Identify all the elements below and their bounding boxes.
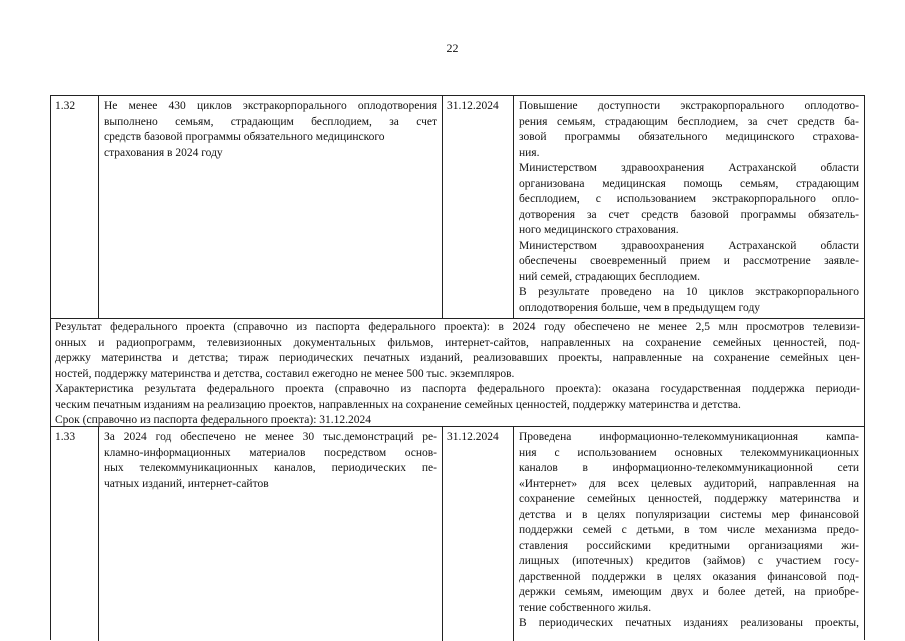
result-cell [514,96,864,318]
deadline-cell [443,96,514,318]
table-row-1-33 [51,427,864,641]
result-line: держки семьям, имеющим двух и более детей, на приобре- [519,586,859,598]
federal-project-summary [51,319,864,427]
task-description-cell [99,427,443,641]
result-line: обеспечены своевременный прием и рассмотрение заявле- [519,255,859,267]
summary-line: держку материнства и детства; тираж периодических печатных изданий, реализовавших проекты, направленные на сохранение семейных цен- [55,352,860,364]
summary-line: ческим печатным изданиям на реализацию проектов, направленных на сохранение семейных ценностей, поддержку материнства и детства. [55,398,741,411]
result-line: бесплодием, с использованием экстракорпорального опло- [519,193,859,205]
summary-line: онных и радиопрограмм, телевизионных документальных фильмов, интернет-сайтов, направленных на сохранение семейных ценностей, под- [55,336,860,349]
task-description-line: средств базовой программы обязательного медицинского [104,131,385,143]
result-line: Проведена информационно-телекоммуникационная кампа- [519,431,859,443]
task-description-line: страхования в 2024 году [104,146,223,159]
result-line: организована медицинская помощь семьям, страдающим [519,177,859,190]
result-line: сохранение семейных ценностей, поддержку материнства и [519,493,859,505]
row-number: 1.32 [55,100,76,112]
summary-line: Срок (справочно из паспорта федерального проекта): 31.12.2024 [55,414,372,426]
result-line: дарственной поддержки в целях оказания финансовой под- [519,570,859,583]
result-line: каналов в информационно-телекоммуникационной сети [519,462,859,474]
result-cell [514,427,864,641]
result-line: детства и в целях популяризации системы мер финансовой [519,508,859,521]
result-line: ния. [519,146,540,159]
result-line: оплодотворения больше, чем в предыдущем году [519,301,761,314]
table-row-1-32 [51,96,864,319]
task-description-cell [99,96,443,318]
result-line: ного медицинского страхования. [519,224,679,236]
task-description-line: Не менее 430 циклов экстракорпорального оплодотворения [104,100,437,112]
result-line: Министерством здравоохранения Астраханской области [519,162,859,174]
result-line: лищных (ипотечных) кредитов (займов) с участием госу- [519,555,859,567]
result-line: поддержки семей с детьми, в том числе механизма предо- [519,524,859,536]
task-description-line: За 2024 год обеспечено не менее 30 тыс.демонстраций ре- [104,431,437,443]
result-line: В результате проведено на 10 циклов экстракорпорального [519,286,859,298]
task-description-line: чатных изданий, интернет-сайтов [104,477,269,490]
result-line: В периодических печатных изданиях реализованы проекты, [519,617,859,629]
result-line: ставления российскими кредитными организациями жи- [519,539,859,552]
result-line: дотворения за счет средств базовой программы обязатель- [519,208,859,221]
row-number-cell [51,427,99,641]
result-line: «Интернет» для всех целевых аудиторий, направленная на [519,477,859,490]
task-description-line: выполнено семьям, страдающим бесплодием, за счет [104,115,437,128]
row-number: 1.33 [55,431,76,443]
report-table [50,95,865,640]
result-line: зовой программы обязательного медицинского страхова- [519,131,859,143]
deadline-cell [443,427,514,641]
task-description-line: ных телекоммуникационных каналов, периодических пе- [104,462,437,474]
summary-line: ностей, поддержку материнства и детства, составил ежегодно не менее 500 тыс. экземпляров. [55,367,515,380]
summary-line: Характеристика результата федерального проекта (справочно из паспорта федерального проекта): оказана государственная поддержка периоди- [55,383,860,395]
result-line: Министерством здравоохранения Астраханской области [519,239,859,252]
result-line: ния с использованием основных телекоммуникационных [519,446,859,459]
result-line: Повышение доступности экстракорпорального оплодотво- [519,100,859,112]
deadline-date: 31.12.2024 [447,431,499,443]
result-line: рения семьям, страдающим бесплодием, за счет средств ба- [519,115,859,128]
result-line: ний семей, страдающих бесплодием. [519,270,701,283]
task-description-line: кламно-информационных материалов посредством основ- [104,446,437,459]
result-line: тение собственного жилья. [519,601,652,614]
deadline-date: 31.12.2024 [447,100,499,112]
page-number: 22 [446,41,459,55]
summary-line: Результат федерального проекта (справочно из паспорта федерального проекта): в 2024 году обеспечено не менее 2,5 млн просмотров телевизи- [55,321,860,333]
row-number-cell [51,96,99,318]
